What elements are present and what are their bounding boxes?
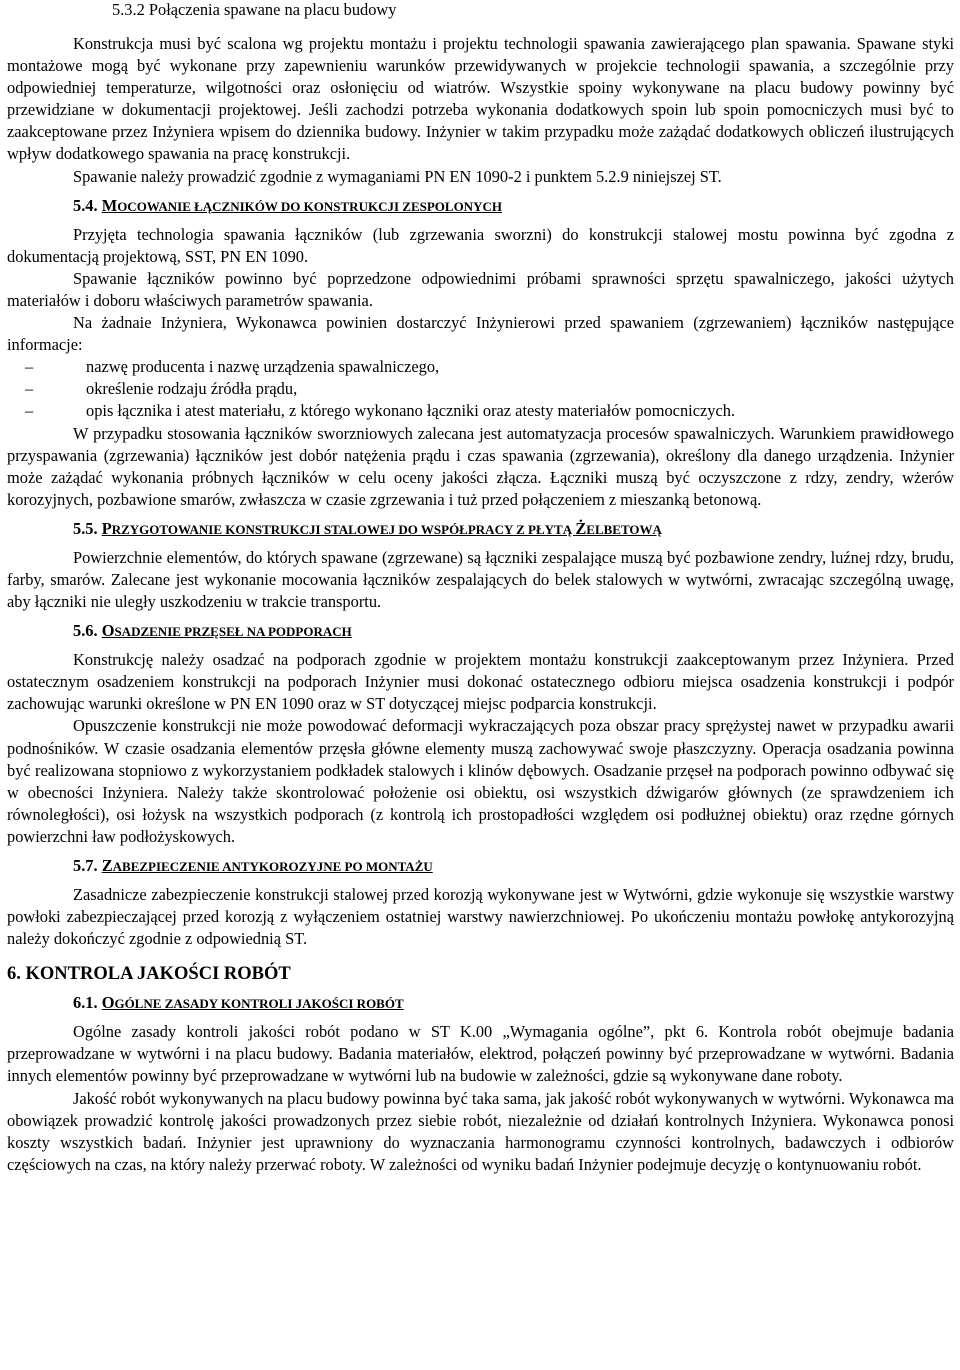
section-54-number: 5.4. bbox=[73, 195, 98, 215]
section-56-number: 5.6. bbox=[73, 621, 98, 641]
section-57-paragraph-1: Zasadnicze zabezpieczenie konstrukcji stalowej przed korozją wykonywane jest w Wytwórni, gdzie wykonuje się wszystkie warstwy powłoki zabezpieczającej przed korozją z wyłączeniem ostatniej warstwy nawierzchniowej. Po ukończeniu montażu powłokę antykorozyjną należy dokończyć zgodnie z odpowiednią ST. bbox=[7, 885, 954, 949]
section-54-paragraph-1: Przyjęta technologia spawania łączników (lub zgrzewania sworzni) do konstrukcji stalowej mostu powinna być zgodna z dokumentacją projektową, SST, PN EN 1090. bbox=[7, 224, 954, 266]
section-57-title: ZABEZPIECZENIE ANTYKOROZYJNE PO MONTAŻU bbox=[101, 856, 433, 875]
section-532-paragraph-2: Spawanie należy prowadzić zgodnie z wymaganiami PN EN 1090-2 i punktem 5.2.9 niniejszej ST. bbox=[73, 166, 722, 186]
section-54-paragraph-4: W przypadku stosowania łączników sworzniowych zalecana jest automatyzacja procesów spawalniczych. Warunkiem prawidłowego przyspawania (zgrzewania) łączników jest dobór natężenia prądu i czas spawania (zgrzewania), określony dla danego urządzenia. Inżynier może zażądać wykonania próbnych łączników w celu oceny jakości złącza. Łączniki muszą być oczyszczone z rdzy, zendry, wżerów korozyjnych, pozbawione smarów, zwłaszcza w czasie zgrzewania i tuż przed połączeniem z mieszanką betonową. bbox=[7, 423, 954, 509]
section-54-paragraph-2: Spawanie łączników powinno być poprzedzone odpowiednimi próbami sprawności sprzętu spawalniczego, jakości użytych materiałów i doboru właściwych parametrów spawania. bbox=[7, 268, 954, 310]
section-54-title: MOCOWANIE ŁĄCZNIKÓW DO KONSTRUKCJI ZESPOLONYCH bbox=[101, 195, 502, 215]
section-56-heading bbox=[7, 621, 954, 642]
section-56-paragraph-2: Opuszczenie konstrukcji nie może powodować deformacji wykraczających poza obszar pracy sprężystej nawet w przypadku awarii podnośników. W czasie osadzania elementów przęsła główne elementy muszą zachowywać swoje płaszczyzny. Operacja osadzania powinna być realizowana stopniowo z wykorzystaniem podkładek stalowych i klinów dębowych. Osadzanie przęseł na podporach powinno odbywać się w obecności Inżyniera. Należy także skontrolować położenie osi obiektu, osi wszystkich dźwigarów głównych (ze sprawdzeniem ich równoległości), osi łożysk na wszystkich podporach (z kontrolą ich prostopadłości względem osi podłużnej obiektu) oraz rzędne górnych powierzchni ław podłożyskowych. bbox=[7, 716, 954, 846]
list-item: – określenie rodzaju źródła prądu, bbox=[25, 379, 298, 399]
section-532-heading: 5.3.2 Połączenia spawane na placu budowy bbox=[112, 0, 397, 19]
section-56-paragraph-1: Konstrukcję należy osadzać na podporach zgodnie w projektem montażu konstrukcji zaakceptowanym przez Inżyniera. Przed ostatecznym osadzeniem konstrukcji na podporach Inżynier musi dokonać ostatecznego odbioru miejsca osadzenia konstrukcji i podpór zachowując warunki określone w PN EN 1090 oraz w ST dotyczącej miejsc podparcia konstrukcji. bbox=[7, 650, 954, 714]
list-item: – opis łącznika i atest materiału, z którego wykonano łączniki oraz atesty materiałów pomocniczych. bbox=[25, 401, 736, 421]
section-55-heading bbox=[7, 519, 954, 540]
section-61-number: 6.1. bbox=[73, 993, 98, 1013]
list-item: – nazwę producenta i nazwę urządzenia spawalniczego, bbox=[25, 357, 440, 377]
section-54-list bbox=[7, 356, 954, 422]
section-55-paragraph-1: Powierzchnie elementów, do których spawane (zgrzewane) są łączniki zespalające muszą być pozbawione zendry, luźnej rdzy, brudu, farby, smarów. Zalecane jest wykonanie mocowania łączników zespalających do belek stalowych w wytwórni, zwracając szczególną uwagę, aby łączniki nie uległy uszkodzeniu w trakcie transportu. bbox=[7, 547, 954, 612]
section-54-paragraph-3: Na żadnaie Inżyniera, Wykonawca powinien dostarczyć Inżynierowi przed spawaniem (zgrzewaniem) łączników następujące informacje: bbox=[7, 313, 954, 355]
section-61-heading bbox=[7, 993, 954, 1014]
section-6-heading: 6. KONTROLA JAKOŚCI ROBÓT bbox=[7, 964, 291, 985]
section-61-paragraph-1: Ogólne zasady kontroli jakości robót podano w ST K.00 „Wymagania ogólne”, pkt 6. Kontrola robót obejmuje badania przeprowadzane w wytwórni i na placu budowy. Badania materiałów, elektrod, połączeń powinny być przeprowadzane w wytwórni. Badania innych elementów powinny być przeprowadzane w wytwórni lub na budowie w zależności, gdzie są wykonywane dane roboty. bbox=[7, 1022, 954, 1086]
section-55-number: 5.5. bbox=[73, 518, 98, 538]
section-57-heading bbox=[7, 856, 954, 877]
section-56-title: OSADZENIE PRZĘSEŁ NA PODPORACH bbox=[101, 621, 352, 641]
section-54-heading bbox=[7, 196, 954, 217]
section-61-title: OGÓLNE ZASADY KONTROLI JAKOŚCI ROBÓT bbox=[101, 993, 404, 1013]
section-61-paragraph-2: Jakość robót wykonywanych na placu budowy powinna być taka sama, jak jakość robót wykonywanych w wytwórni. Wykonawca ma obowiązek prowadzić kontrolę jakości prowadzonych przez siebie robót, niezależnie od działań kontrolnych Inżyniera. Wykonawca ponosi koszty wszystkich badań. Inżynier jest uprawniony do wyznaczania harmonogramu czynności kontrolnych, badawczych i odbiorów częściowych na czas, na który należy przerwać roboty. W zależności od wyniku badań Inżynier podejmuje decyzję o kontynuowaniu robót. bbox=[7, 1088, 954, 1174]
section-532-paragraph-1: Konstrukcja musi być scalona wg projektu montażu i projektu technologii spawania zawierającego plan spawania. Spawane styki montażowe mogą być wykonane przy zapewnieniu warunków przewidywanych w projekcie technologii spawania, a szczególnie przy odpowiedniej temperaturze, wilgotności oraz osłonięciu od wiatrów. Wszystkie spoiny wykonywane na placu budowy powinny być przewidziane w dokumentacji projektowej. Jeśli zachodzi potrzeba wykonania dodatkowych spoin lub spoin pomocniczych musi być to zaakceptowane przez Inżyniera wpisem do dziennika budowy. Inżynier w takim przypadku może zażądać dodatkowych obliczeń ilustrujących wpływ dodatkowego spawania na pracę konstrukcji. bbox=[7, 34, 954, 164]
section-57-number: 5.7. bbox=[73, 856, 98, 875]
section-55-title: PRZYGOTOWANIE KONSTRUKCJI STALOWEJ DO WSPÓŁPRACY Z PŁYTĄ ŻELBETOWĄ bbox=[101, 518, 662, 538]
